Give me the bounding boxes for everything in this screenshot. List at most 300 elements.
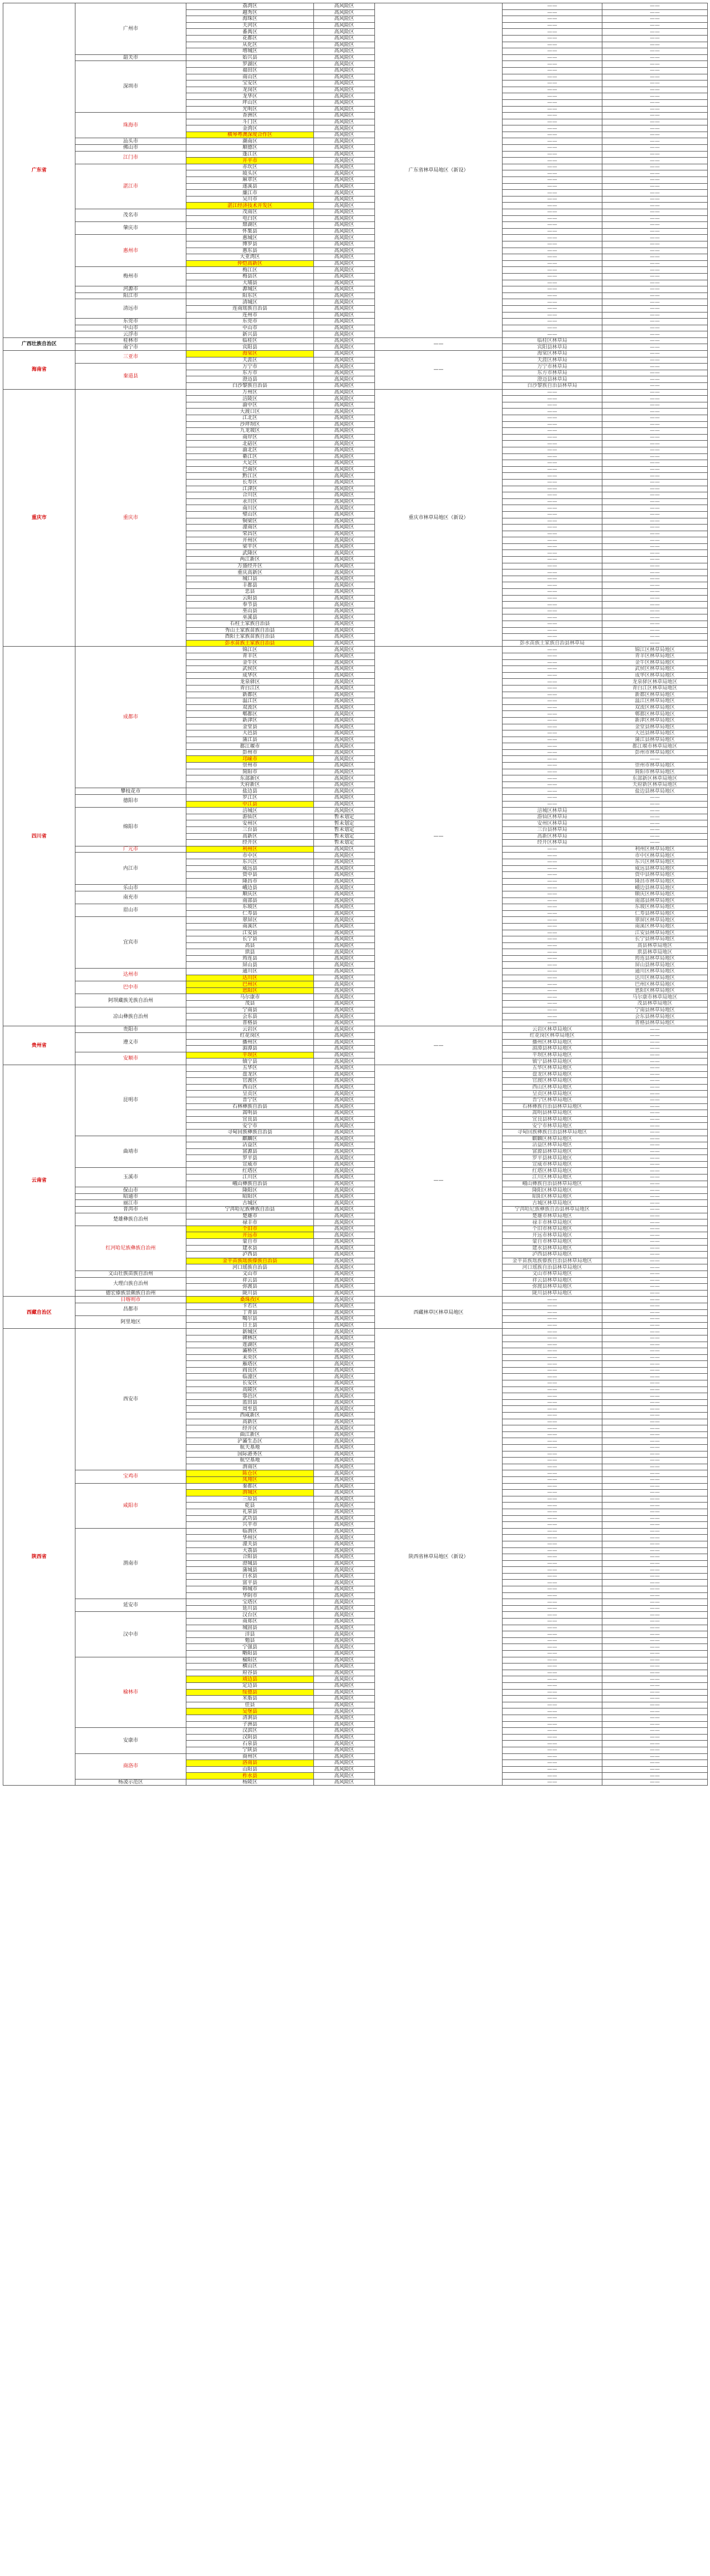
county-cell: 云阳县 bbox=[186, 595, 314, 602]
county-office-cell: —— bbox=[503, 99, 602, 106]
risk-type-cell: 高风险区 bbox=[314, 42, 375, 48]
district-office-cell: —— bbox=[602, 9, 708, 16]
county-cell: 锦江区 bbox=[186, 647, 314, 653]
city-cell: 延安市 bbox=[75, 1599, 186, 1612]
risk-type-cell: 高风险区 bbox=[314, 923, 375, 930]
risk-type-cell: 高风险区 bbox=[314, 209, 375, 216]
county-cell: 都江堰市 bbox=[186, 743, 314, 750]
county-office-cell: —— bbox=[503, 1567, 602, 1574]
county-office-cell: —— bbox=[503, 1303, 602, 1309]
city-cell: 文山壮族苗族自治州 bbox=[75, 1271, 186, 1277]
county-cell: 华阴市 bbox=[186, 1592, 314, 1599]
risk-type-cell: 高风险区 bbox=[314, 1425, 375, 1432]
county-cell: 宁洱哈尼族彝族自治县 bbox=[186, 1207, 314, 1213]
risk-type-cell: 高风险区 bbox=[314, 917, 375, 924]
table-row bbox=[3, 1271, 708, 1277]
county-office-cell: —— bbox=[503, 1619, 602, 1625]
table-row bbox=[3, 293, 708, 299]
county-office-cell: —— bbox=[503, 61, 602, 68]
county-office-cell: —— bbox=[503, 203, 602, 209]
risk-type-cell: 高风险区 bbox=[314, 1728, 375, 1735]
district-office-cell: —— bbox=[602, 29, 708, 36]
county-cell: 国际港务区 bbox=[186, 1451, 314, 1458]
district-office-cell: —— bbox=[602, 447, 708, 453]
county-office-cell: 呈贡区林草局地区 bbox=[503, 1091, 602, 1097]
risk-type-cell: 高风险区 bbox=[314, 505, 375, 512]
risk-type-cell: 高风险区 bbox=[314, 22, 375, 29]
county-cell: 屏山县 bbox=[186, 962, 314, 969]
county-office-cell: —— bbox=[503, 1637, 602, 1644]
county-office-cell: 楚雄市林草局地区 bbox=[503, 1213, 602, 1219]
risk-type-cell: 高风险区 bbox=[314, 1348, 375, 1355]
risk-type-cell: 高风险区 bbox=[314, 543, 375, 550]
risk-type-cell: 高风险区 bbox=[314, 1509, 375, 1515]
risk-type-cell: 高风险区 bbox=[314, 1123, 375, 1130]
table-row bbox=[3, 1033, 708, 1040]
county-office-cell: —— bbox=[503, 447, 602, 453]
risk-type-cell: 高风险区 bbox=[314, 87, 375, 93]
district-office-cell: 筠连县林草局地区 bbox=[602, 955, 708, 962]
county-office-cell: 澄迈县林草局 bbox=[503, 376, 602, 383]
risk-type-cell: 高风险区 bbox=[314, 891, 375, 898]
county-cell: 成华区 bbox=[186, 672, 314, 679]
risk-type-cell: 高风险区 bbox=[314, 325, 375, 331]
county-cell: 崇州市 bbox=[186, 763, 314, 769]
county-office-cell: —— bbox=[503, 1380, 602, 1387]
district-office-cell: —— bbox=[602, 486, 708, 492]
city-cell: 南充市 bbox=[75, 891, 186, 904]
district-office-cell: —— bbox=[602, 1535, 708, 1541]
district-office-cell: —— bbox=[602, 1129, 708, 1136]
district-office-cell: —— bbox=[602, 1058, 708, 1065]
county-office-cell: —— bbox=[503, 1766, 602, 1773]
county-cell: 澄迈县 bbox=[186, 376, 314, 383]
risk-type-cell: 高风险区 bbox=[314, 846, 375, 853]
county-cell: 顺庆区 bbox=[186, 891, 314, 898]
district-office-cell: —— bbox=[602, 1728, 708, 1735]
table-row bbox=[3, 1316, 708, 1323]
county-office-cell: —— bbox=[503, 576, 602, 582]
county-cell: 城固县 bbox=[186, 1625, 314, 1631]
county-office-cell: —— bbox=[503, 1001, 602, 1007]
risk-type-cell: 高风险区 bbox=[314, 550, 375, 557]
district-office-cell: —— bbox=[602, 1297, 708, 1303]
risk-type-cell: 高风险区 bbox=[314, 1116, 375, 1123]
district-office-cell: —— bbox=[602, 1187, 708, 1194]
district-office-cell: 大邑县林草局地区 bbox=[602, 730, 708, 737]
city-cell: 湛江市 bbox=[75, 164, 186, 209]
county-office-cell: —— bbox=[503, 1599, 602, 1606]
county-cell: 弥渡县 bbox=[186, 1284, 314, 1290]
district-office-cell: —— bbox=[602, 1779, 708, 1786]
county-office-cell: —— bbox=[503, 35, 602, 42]
county-office-cell: —— bbox=[503, 994, 602, 1001]
district-office-cell: —— bbox=[602, 1573, 708, 1580]
table-row bbox=[3, 1213, 708, 1219]
city-cell: 佛山市 bbox=[75, 145, 186, 152]
table-row bbox=[3, 299, 708, 306]
city-cell: 宜宾市 bbox=[75, 917, 186, 969]
risk-type-cell: 高风险区 bbox=[314, 1515, 375, 1522]
county-cell: 两江新区 bbox=[186, 557, 314, 563]
county-cell: 新城区 bbox=[186, 1329, 314, 1335]
county-office-cell: —— bbox=[503, 1753, 602, 1760]
district-office-cell: —— bbox=[602, 1747, 708, 1753]
district-office-cell: —— bbox=[602, 634, 708, 641]
district-office-cell: —— bbox=[602, 241, 708, 248]
county-cell: 蒲江县 bbox=[186, 737, 314, 743]
city-cell: 梅州市 bbox=[75, 267, 186, 286]
risk-type-cell: 高风险区 bbox=[314, 409, 375, 415]
table-row bbox=[3, 286, 708, 293]
district-office-cell: —— bbox=[602, 190, 708, 196]
district-office-cell: —— bbox=[602, 228, 708, 235]
county-office-cell: —— bbox=[503, 917, 602, 924]
city-cell: 三亚市 bbox=[75, 351, 186, 364]
county-office-cell: —— bbox=[503, 846, 602, 853]
county-cell: 柞水县 bbox=[186, 1773, 314, 1779]
district-office-cell: —— bbox=[602, 1425, 708, 1432]
city-cell: 昭通市 bbox=[75, 1193, 186, 1200]
district-office-cell: —— bbox=[602, 1033, 708, 1040]
county-office-cell: —— bbox=[503, 537, 602, 544]
county-cell: 香洲区 bbox=[186, 113, 314, 119]
county-cell: 巫溪县 bbox=[186, 614, 314, 621]
county-office-cell: —— bbox=[503, 67, 602, 74]
district-office-cell: 都江堰市林草局地区 bbox=[602, 743, 708, 750]
district-office-cell: 蒲江县林草局地区 bbox=[602, 737, 708, 743]
county-cell: 勉县 bbox=[186, 1637, 314, 1644]
risk-type-cell: 高风险区 bbox=[314, 987, 375, 994]
county-cell: 汉阴县 bbox=[186, 1734, 314, 1741]
district-office-cell: —— bbox=[602, 1451, 708, 1458]
table-row bbox=[3, 351, 708, 357]
risk-type-cell: 高风险区 bbox=[314, 241, 375, 248]
risk-type-cell: 高风险区 bbox=[314, 1284, 375, 1290]
county-cell: 奉节县 bbox=[186, 602, 314, 608]
district-office-cell: —— bbox=[602, 1612, 708, 1619]
risk-type-cell: 高风险区 bbox=[314, 177, 375, 184]
regional-office-cell: —— bbox=[375, 1026, 503, 1065]
district-office-cell: —— bbox=[602, 1342, 708, 1348]
county-office-cell: —— bbox=[503, 505, 602, 512]
district-office-cell: —— bbox=[602, 1599, 708, 1606]
county-office-cell: —— bbox=[503, 1696, 602, 1702]
county-office-cell: —— bbox=[503, 563, 602, 569]
district-office-cell: —— bbox=[602, 3, 708, 10]
county-cell: 渝中区 bbox=[186, 402, 314, 409]
county-office-cell: —— bbox=[503, 1367, 602, 1374]
county-cell: 翠屏区 bbox=[186, 917, 314, 924]
city-cell: 玉溪市 bbox=[75, 1168, 186, 1187]
risk-type-cell: 高风险区 bbox=[314, 1322, 375, 1329]
risk-type-cell: 高风险区 bbox=[314, 1625, 375, 1631]
county-office-cell: —— bbox=[503, 331, 602, 338]
county-cell: 石泉县 bbox=[186, 1741, 314, 1747]
county-office-cell: —— bbox=[503, 170, 602, 177]
county-office-cell: —— bbox=[503, 1470, 602, 1477]
county-office-cell: —— bbox=[503, 460, 602, 467]
risk-type-cell: 高风险区 bbox=[314, 717, 375, 724]
city-cell: 昆明市 bbox=[75, 1065, 186, 1136]
risk-type-cell: 高风险区 bbox=[314, 389, 375, 396]
county-cell: 南郑区 bbox=[186, 1619, 314, 1625]
county-cell: 鄠邑区 bbox=[186, 1393, 314, 1400]
county-office-cell: —— bbox=[503, 1682, 602, 1689]
district-office-cell: —— bbox=[602, 409, 708, 415]
risk-type-cell: 高风险区 bbox=[314, 621, 375, 628]
district-office-cell: —— bbox=[602, 1431, 708, 1438]
risk-type-cell: 高风险区 bbox=[314, 1232, 375, 1239]
city-cell: 云浮市 bbox=[75, 331, 186, 338]
district-office-cell: —— bbox=[602, 119, 708, 125]
risk-type-cell: 高风险区 bbox=[314, 569, 375, 576]
district-office-cell: —— bbox=[602, 1174, 708, 1181]
county-office-cell: —— bbox=[503, 634, 602, 641]
province-cell: 广西壮族自治区 bbox=[3, 337, 75, 350]
district-office-cell: —— bbox=[602, 1374, 708, 1380]
risk-type-cell: 高风险区 bbox=[314, 775, 375, 782]
risk-type-cell: 高风险区 bbox=[314, 1431, 375, 1438]
city-cell: 广元市 bbox=[75, 846, 186, 853]
county-cell: 金湾区 bbox=[186, 125, 314, 132]
table-row bbox=[3, 331, 708, 338]
risk-type-cell: 高风险区 bbox=[314, 1161, 375, 1168]
table-row bbox=[3, 1277, 708, 1284]
district-office-cell: —— bbox=[602, 196, 708, 203]
risk-type-cell: 高风险区 bbox=[314, 158, 375, 164]
district-office-cell: —— bbox=[602, 1380, 708, 1387]
county-cell: 莲湖区 bbox=[186, 1342, 314, 1348]
district-office-cell: —— bbox=[602, 614, 708, 621]
risk-type-cell: 高风险区 bbox=[314, 910, 375, 917]
county-cell: 金牛区 bbox=[186, 659, 314, 666]
district-office-cell: —— bbox=[602, 1226, 708, 1232]
district-office-cell: —— bbox=[602, 1097, 708, 1103]
county-office-cell: —— bbox=[503, 698, 602, 705]
table-row bbox=[3, 1052, 708, 1058]
city-cell: 韶关市 bbox=[75, 54, 186, 61]
county-cell: 南川区 bbox=[186, 505, 314, 512]
county-cell: 巫山县 bbox=[186, 608, 314, 614]
county-office-cell: 江川区林草局地区 bbox=[503, 1174, 602, 1181]
county-office-cell: —— bbox=[503, 1625, 602, 1631]
risk-type-cell: 高风险区 bbox=[314, 1316, 375, 1323]
county-office-cell: —— bbox=[503, 453, 602, 460]
county-office-cell: 镇宁县林草局地区 bbox=[503, 1058, 602, 1065]
county-cell: 市中区 bbox=[186, 853, 314, 859]
county-cell: 红花岗区 bbox=[186, 1033, 314, 1040]
county-cell: 石柱土家族自治县 bbox=[186, 621, 314, 628]
county-office-cell: 宜良县林草局地区 bbox=[503, 1116, 602, 1123]
county-cell: 马尔康市 bbox=[186, 994, 314, 1001]
regional-office-cell: 广东省林草局地区（新设） bbox=[375, 3, 503, 338]
county-office-cell: —— bbox=[503, 782, 602, 788]
county-office-cell: —— bbox=[503, 1605, 602, 1612]
risk-type-cell: 高风险区 bbox=[314, 969, 375, 975]
county-cell: 江安县 bbox=[186, 930, 314, 936]
district-office-cell: —— bbox=[602, 1252, 708, 1258]
county-office-cell: —— bbox=[503, 492, 602, 499]
county-office-cell: —— bbox=[503, 74, 602, 80]
risk-type-cell: 高风险区 bbox=[314, 730, 375, 737]
county-cell: 惠东县 bbox=[186, 248, 314, 254]
district-office-cell: —— bbox=[602, 67, 708, 74]
county-cell: 海珠区 bbox=[186, 16, 314, 23]
county-cell: 从化区 bbox=[186, 42, 314, 48]
county-office-cell: —— bbox=[503, 1715, 602, 1721]
district-office-cell: —— bbox=[602, 267, 708, 274]
county-cell: 龙岗区 bbox=[186, 87, 314, 93]
risk-type-cell: 高风险区 bbox=[314, 1644, 375, 1651]
county-cell: 洛南县 bbox=[186, 1760, 314, 1767]
district-office-cell: 盐边县林草局地区 bbox=[602, 788, 708, 795]
district-office-cell: —— bbox=[602, 222, 708, 229]
county-cell: 三原县 bbox=[186, 1496, 314, 1503]
county-office-cell: —— bbox=[503, 106, 602, 113]
district-office-cell: —— bbox=[602, 1503, 708, 1509]
district-office-cell: 东坡区林草局地区 bbox=[602, 904, 708, 911]
district-office-cell: —— bbox=[602, 1155, 708, 1162]
district-office-cell: —— bbox=[602, 441, 708, 447]
county-office-cell: —— bbox=[503, 312, 602, 319]
risk-type-cell: 高风险区 bbox=[314, 183, 375, 190]
district-office-cell: —— bbox=[602, 756, 708, 763]
county-office-cell: —— bbox=[503, 672, 602, 679]
district-office-cell: —— bbox=[602, 1393, 708, 1400]
district-office-cell: 巴州区林草局地区 bbox=[602, 981, 708, 988]
county-cell: 合阳县 bbox=[186, 1554, 314, 1561]
risk-type-cell: 高风险区 bbox=[314, 936, 375, 943]
county-cell: 横琴粤澳深度合作区 bbox=[186, 132, 314, 138]
county-office-cell: —— bbox=[503, 582, 602, 589]
county-cell: 北碚区 bbox=[186, 441, 314, 447]
county-office-cell: 晋宁区林草局地区 bbox=[503, 1097, 602, 1103]
district-office-cell: —— bbox=[602, 1361, 708, 1368]
risk-type-cell: 高风险区 bbox=[314, 1329, 375, 1335]
county-cell: 怀集县 bbox=[186, 228, 314, 235]
county-office-cell: —— bbox=[503, 9, 602, 16]
county-office-cell: —— bbox=[503, 1612, 602, 1619]
district-office-cell: —— bbox=[602, 608, 708, 614]
district-office-cell: —— bbox=[602, 415, 708, 422]
risk-type-cell: 高风险区 bbox=[314, 614, 375, 621]
table-row bbox=[3, 891, 708, 898]
risk-type-cell: 高风险区 bbox=[314, 196, 375, 203]
county-cell: 巴南区 bbox=[186, 466, 314, 473]
risk-type-cell: 高风险区 bbox=[314, 190, 375, 196]
city-cell: 巴中市 bbox=[75, 981, 186, 994]
district-office-cell: —— bbox=[602, 1071, 708, 1078]
county-cell: 东部新区 bbox=[186, 775, 314, 782]
district-office-cell: 隆昌市林草局地区 bbox=[602, 878, 708, 885]
district-office-cell: —— bbox=[602, 795, 708, 801]
risk-type-cell: 高风险区 bbox=[314, 1663, 375, 1670]
risk-type-cell: 高风险区 bbox=[314, 1065, 375, 1071]
county-cell: 沾益区 bbox=[186, 1142, 314, 1149]
county-office-cell: —— bbox=[503, 145, 602, 152]
risk-type-cell: 高风险区 bbox=[314, 9, 375, 16]
risk-type-cell: 高风险区 bbox=[314, 756, 375, 763]
province-cell: 西藏自治区 bbox=[3, 1297, 75, 1329]
district-office-cell: —— bbox=[602, 1515, 708, 1522]
risk-type-cell: 高风险区 bbox=[314, 1052, 375, 1058]
regional-office-cell: —— bbox=[375, 351, 503, 390]
city-cell: 遵义市 bbox=[75, 1033, 186, 1052]
county-office-cell: —— bbox=[503, 48, 602, 55]
district-office-cell: —— bbox=[602, 203, 708, 209]
table-row bbox=[3, 113, 708, 119]
risk-type-cell: 高风险区 bbox=[314, 1110, 375, 1117]
risk-type-cell: 高风险区 bbox=[314, 305, 375, 312]
county-office-cell: —— bbox=[503, 1007, 602, 1014]
county-office-cell: —— bbox=[503, 254, 602, 261]
district-office-cell: —— bbox=[602, 1316, 708, 1323]
table-row bbox=[3, 267, 708, 274]
district-office-cell: —— bbox=[602, 280, 708, 286]
district-office-cell: —— bbox=[602, 840, 708, 846]
county-office-cell: —— bbox=[503, 1670, 602, 1676]
county-office-cell: —— bbox=[503, 1348, 602, 1355]
district-office-cell: —— bbox=[602, 1631, 708, 1638]
county-office-cell: —— bbox=[503, 158, 602, 164]
risk-type-cell: 暂未划定 bbox=[314, 840, 375, 846]
county-cell: 连南瑶族自治县 bbox=[186, 305, 314, 312]
county-cell: 蒲城县 bbox=[186, 1567, 314, 1574]
county-cell: 武隆区 bbox=[186, 550, 314, 557]
county-cell: 云岩区 bbox=[186, 1026, 314, 1033]
province-cell: 云南省 bbox=[3, 1065, 75, 1296]
district-office-cell: —— bbox=[602, 1387, 708, 1393]
county-cell: 仲恺高新区 bbox=[186, 260, 314, 267]
city-cell: 红河哈尼族彝族自治州 bbox=[75, 1226, 186, 1271]
district-office-cell: —— bbox=[602, 1580, 708, 1586]
city-cell: 汉中市 bbox=[75, 1612, 186, 1657]
county-office-cell: —— bbox=[503, 1547, 602, 1554]
county-office-cell: 宁洱哈尼族彝族自治县林草局地区 bbox=[503, 1207, 602, 1213]
risk-type-cell: 高风险区 bbox=[314, 1033, 375, 1040]
county-cell: 阳东区 bbox=[186, 293, 314, 299]
district-office-cell: —— bbox=[602, 1110, 708, 1117]
risk-type-cell: 暂未划定 bbox=[314, 820, 375, 827]
county-cell: 官渡区 bbox=[186, 1078, 314, 1085]
county-office-cell: 五华区林草局地区 bbox=[503, 1065, 602, 1071]
district-office-cell: 新都区林草局地区 bbox=[602, 692, 708, 698]
district-office-cell: —— bbox=[602, 1760, 708, 1767]
table-row bbox=[3, 1026, 708, 1033]
city-cell: 广州市 bbox=[75, 3, 186, 55]
province-cell: 海南省 bbox=[3, 351, 75, 390]
county-office-cell: —— bbox=[503, 177, 602, 184]
county-cell: 重庆高新区 bbox=[186, 569, 314, 576]
county-office-cell: —— bbox=[503, 1541, 602, 1547]
district-office-cell: —— bbox=[602, 80, 708, 87]
county-cell: 雁塔区 bbox=[186, 1361, 314, 1368]
risk-type-cell: 高风险区 bbox=[314, 994, 375, 1001]
county-cell: 五华区 bbox=[186, 1065, 314, 1071]
county-cell: 南溪区 bbox=[186, 923, 314, 930]
county-cell: 沙坪坝区 bbox=[186, 421, 314, 428]
county-office-cell: —— bbox=[503, 801, 602, 808]
county-office-cell: —— bbox=[503, 1586, 602, 1593]
district-office-cell: —— bbox=[602, 357, 708, 364]
county-office-cell: 宣威市林草局地区 bbox=[503, 1161, 602, 1168]
county-office-cell: —— bbox=[503, 42, 602, 48]
county-cell: 璧山区 bbox=[186, 511, 314, 518]
risk-type-cell: 高风险区 bbox=[314, 1470, 375, 1477]
risk-type-cell: 高风险区 bbox=[314, 1374, 375, 1380]
county-office-cell: —— bbox=[503, 865, 602, 872]
